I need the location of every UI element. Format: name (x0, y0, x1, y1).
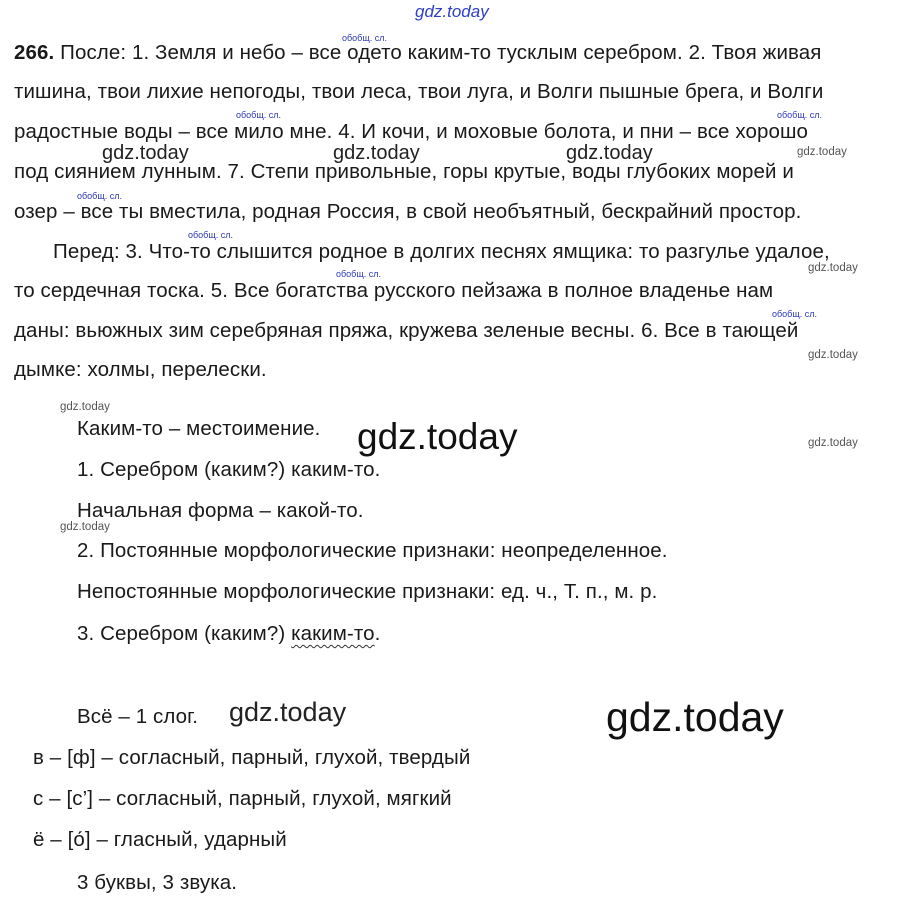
analysis-text: . (374, 622, 381, 645)
exercise-number: 266. (14, 41, 55, 64)
analysis-line: Каким-то – местоимение. (77, 417, 321, 440)
watermark: gdz.today (606, 694, 784, 740)
watermark: gdz.today (60, 521, 110, 533)
phonetic-line: Всё – 1 слог. (77, 705, 199, 728)
paragraph-text: После: 1. Земля и небо – все одето каким-то тусклым серебром. 2. Твоя живая (60, 41, 822, 64)
watermark: gdz.today (357, 416, 518, 457)
analysis-line: Начальная форма – какой-то. (77, 499, 364, 522)
exercise-text-line: радостные воды – все мило мне. 4. И кочи, и моховые болота, и пни – все хорошо (14, 120, 809, 143)
annotation-note: обобщ. сл. (188, 230, 233, 240)
annotation-note: обобщ. сл. (777, 110, 822, 120)
exercise-text-line: Перед: 3. Что-то слышится родное в долгих песнях ямщика: то разгулье удалое, (53, 240, 830, 263)
watermark: gdz.today (102, 142, 189, 164)
phonetic-line: в – [ф] – согласный, парный, глухой, твердый (33, 746, 471, 769)
watermark: gdz.today (808, 262, 858, 274)
annotation-note: обобщ. сл. (236, 110, 281, 120)
annotation-note: обобщ. сл. (336, 269, 381, 279)
analysis-line: Непостоянные морфологические признаки: ед. ч., Т. п., м. р. (77, 580, 658, 603)
header-watermark: gdz.today (415, 2, 489, 21)
watermark: gdz.today (797, 146, 847, 158)
annotation-note: обобщ. сл. (77, 191, 122, 201)
exercise-text-line (14, 41, 821, 65)
phonetic-line: с – [с’] – согласный, парный, глухой, мягкий (33, 787, 452, 810)
watermark: gdz.today (808, 437, 858, 449)
watermark: gdz.today (60, 401, 110, 413)
exercise-text-line: под сиянием лунным. 7. Степи привольные, горы крутые, воды глубоких морей и (14, 160, 794, 183)
analysis-line: 2. Постоянные морфологические признаки: неопределенное. (77, 539, 668, 562)
phonetic-line: 3 буквы, 3 звука. (77, 871, 238, 894)
exercise-text-line: тишина, твои лихие непогоды, твои леса, твои луга, и Волги пышные брега, и Волги (14, 80, 824, 103)
annotation-note: обобщ. сл. (772, 309, 817, 319)
watermark: gdz.today (333, 142, 420, 164)
analysis-line: 1. Серебром (каким?) каким-то. (77, 458, 381, 481)
watermark: gdz.today (808, 349, 858, 361)
exercise-text-line: дымке: холмы, перелески. (14, 358, 267, 381)
analysis-text: 3. Серебром (каким?) (77, 622, 292, 645)
underlined-word: каким-то (291, 622, 375, 645)
phonetic-line: ё – [о́] – гласный, ударный (33, 828, 287, 851)
exercise-text-line: даны: вьюжных зим серебряная пряжа, кружева зеленые весны. 6. Все в тающей (14, 319, 799, 342)
exercise-text-line: то сердечная тоска. 5. Все богатства русского пейзажа в полное владенье нам (14, 279, 774, 302)
analysis-line (77, 622, 380, 646)
exercise-text-line: озер – все ты вместила, родная Россия, в свой необъятный, бескрайний простор. (14, 200, 802, 223)
watermark: gdz.today (566, 142, 653, 164)
annotation-note: обобщ. сл. (342, 33, 387, 43)
watermark: gdz.today (229, 697, 347, 727)
